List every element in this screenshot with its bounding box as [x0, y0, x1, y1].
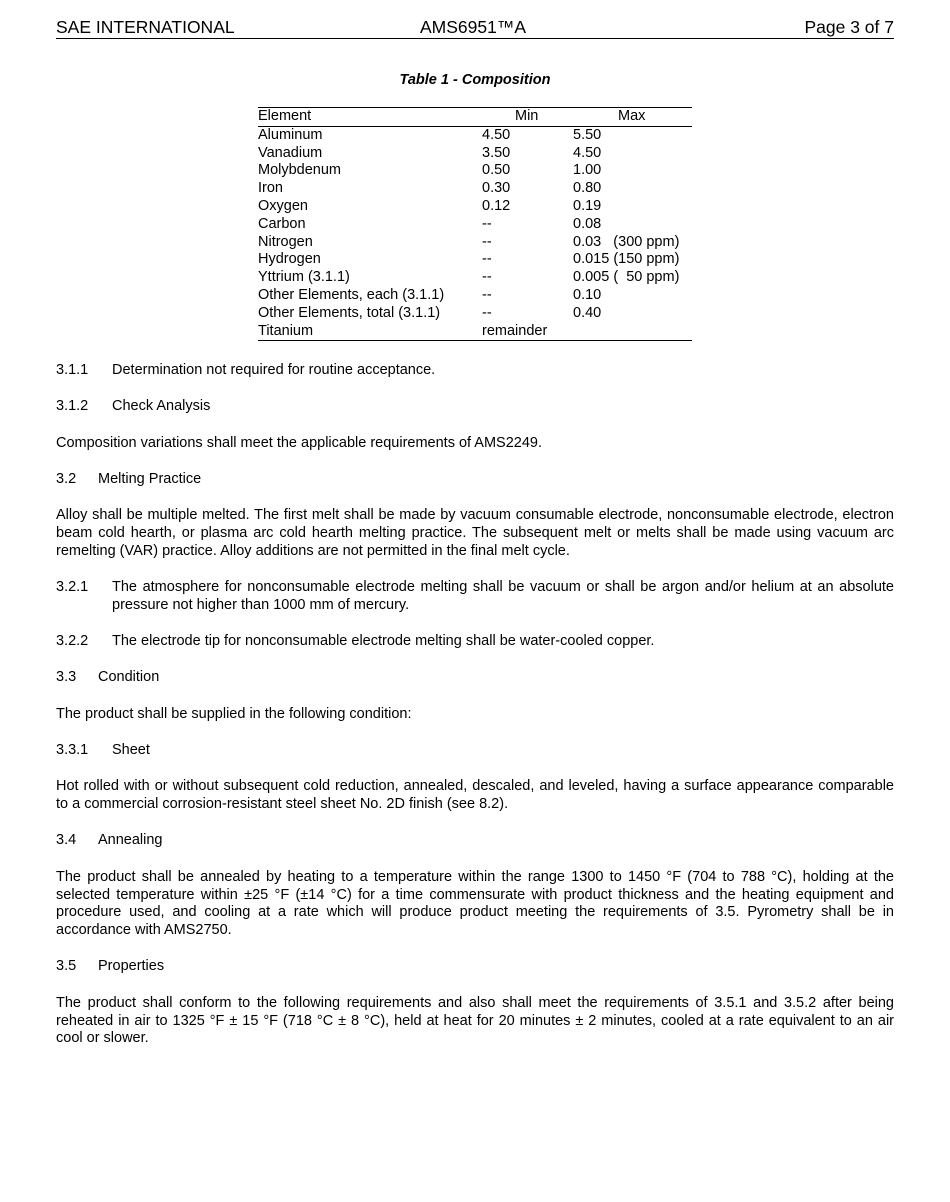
cell-min: -- [482, 215, 492, 232]
section-title: Check Analysis [112, 398, 211, 415]
section-3-1-2-heading [56, 398, 894, 416]
section-3-3-1-heading [56, 742, 894, 760]
section-3-4-heading [56, 832, 894, 850]
paragraph-properties: The product shall conform to the following requirements and also shall meet the requirements of 3.5.1 and 3.5.2 after being reheated in air to 1325 °F ± 15 °F (718 °C ± 8 °C), held at heat for 20 minutes ± 2 minutes, cooled at a rate equivalent to an air cool or slower. [56, 994, 894, 1047]
section-3-2-2 [56, 633, 894, 651]
cell-element: Yttrium (3.1.1) [258, 269, 350, 286]
section-3-5-heading [56, 958, 894, 976]
header-org: SAE INTERNATIONAL [56, 17, 235, 37]
section-number: 3.2.1 [56, 579, 89, 596]
section-title: Annealing [98, 832, 163, 849]
section-3-2-1 [56, 579, 894, 615]
column-header-element: Element [258, 108, 482, 127]
cell-element: Other Elements, total (3.1.1) [258, 304, 441, 321]
paragraph-melting-practice: Alloy shall be multiple melted. The first melt shall be made by vacuum consumable electrode, nonconsumable electrode, electron beam cold hearth, or plasma arc cold hearth melting practice. The subsequent melt or melts shall be made using vacuum arc remelting (VAR) practice. Alloy additions are not permitted in the final melt cycle. [56, 507, 894, 559]
section-number: 3.1.1 [56, 362, 89, 378]
cell-element: Other Elements, each (3.1.1) [258, 286, 445, 303]
paragraph-condition: The product shall be supplied in the following condition: [56, 705, 412, 722]
table-row [258, 251, 692, 269]
table-row [258, 180, 692, 198]
cell-min: -- [482, 251, 492, 268]
table-title: Table 1 - Composition [399, 72, 551, 88]
table-header-row [258, 108, 692, 127]
column-header-max: Max [573, 108, 692, 127]
cell-min: -- [482, 269, 492, 286]
table-row [258, 126, 692, 144]
cell-element: Aluminum [258, 126, 323, 143]
cell-max: 4.50 [573, 144, 602, 161]
section-text: The electrode tip for nonconsumable electrode melting shall be water-cooled copper. [112, 633, 655, 650]
cell-element: Titanium [258, 322, 314, 339]
cell-max: 0.03 (300 ppm) [573, 233, 680, 250]
cell-min: -- [482, 286, 492, 303]
cell-min: -- [482, 233, 492, 250]
table-row [258, 216, 692, 234]
cell-element: Molybdenum [258, 162, 342, 179]
section-number: 3.3 [56, 669, 77, 686]
table-row [258, 145, 692, 163]
section-3-2-heading [56, 471, 894, 489]
cell-max: 1.00 [573, 162, 602, 179]
cell-min: -- [482, 304, 492, 321]
section-3-1-1 [56, 362, 894, 380]
section-number: 3.5 [56, 958, 77, 975]
paragraph-annealing: The product shall be annealed by heating to a temperature within the range 1300 to 1450 °F (704 to 788 °C), holding at the selected temperature within ±25 °F (±14 °C) for a time commensurate with product thickness and the heating equipment and procedure used, and cooling at a rate which will produce product meeting the requirements of 3.5. Pyrometry shall be in accordance with AMS2750. [56, 868, 894, 939]
cell-min: 0.30 [482, 180, 511, 197]
section-number: 3.3.1 [56, 742, 89, 759]
section-number: 3.2 [56, 470, 77, 487]
section-number: 3.1.2 [56, 398, 89, 415]
table-row [258, 198, 692, 216]
cell-element: Hydrogen [258, 251, 321, 268]
cell-element: Oxygen [258, 197, 308, 214]
table-row [258, 305, 692, 323]
cell-element: Nitrogen [258, 233, 313, 250]
table-row [258, 234, 692, 252]
section-text: The atmosphere for nonconsumable electrode melting shall be vacuum or shall be argon and/or helium at an absolute pressure not higher than 1000 mm of mercury. [112, 579, 894, 613]
cell-max: 0.10 [573, 286, 602, 303]
cell-max: 5.50 [573, 126, 602, 143]
cell-max: 0.08 [573, 215, 602, 232]
header-doc-id: AMS6951™A [420, 17, 527, 37]
table-row [258, 162, 692, 180]
cell-min: 0.12 [482, 197, 511, 214]
cell-max: 0.40 [573, 304, 602, 321]
paragraph-check-analysis: Composition variations shall meet the applicable requirements of AMS2249. [56, 434, 543, 451]
paragraph-sheet: Hot rolled with or without subsequent cold reduction, annealed, descaled, and leveled, having a surface appearance comparable to a commercial corrosion-resistant steel sheet No. 2D finish (see 8.2). [56, 778, 894, 813]
table-row [258, 323, 692, 341]
section-3-3-heading [56, 669, 894, 687]
cell-min: 4.50 [482, 126, 511, 143]
cell-max: 0.19 [573, 197, 602, 214]
section-number: 3.4 [56, 832, 77, 849]
document-body [56, 362, 894, 1067]
page-header [56, 16, 894, 39]
cell-element: Carbon [258, 215, 306, 232]
composition-table [258, 107, 692, 341]
cell-max: 0.80 [573, 180, 602, 197]
section-title: Melting Practice [98, 470, 202, 487]
cell-max [573, 323, 692, 341]
section-number: 3.2.2 [56, 633, 89, 650]
cell-min: remainder [482, 322, 548, 339]
cell-element: Iron [258, 180, 283, 197]
section-title: Properties [98, 958, 165, 975]
table-row [258, 269, 692, 287]
table-row [258, 287, 692, 305]
cell-max: 0.005 ( 50 ppm) [573, 269, 680, 286]
section-title: Condition [98, 669, 160, 686]
cell-max: 0.015 (150 ppm) [573, 251, 680, 268]
cell-min: 0.50 [482, 162, 511, 179]
cell-min: 3.50 [482, 144, 511, 161]
section-title: Sheet [112, 742, 150, 759]
section-text: Determination not required for routine acceptance. [112, 362, 436, 378]
column-header-min: Min [482, 108, 573, 127]
header-page-number: Page 3 of 7 [804, 17, 894, 37]
cell-element: Vanadium [258, 144, 323, 161]
